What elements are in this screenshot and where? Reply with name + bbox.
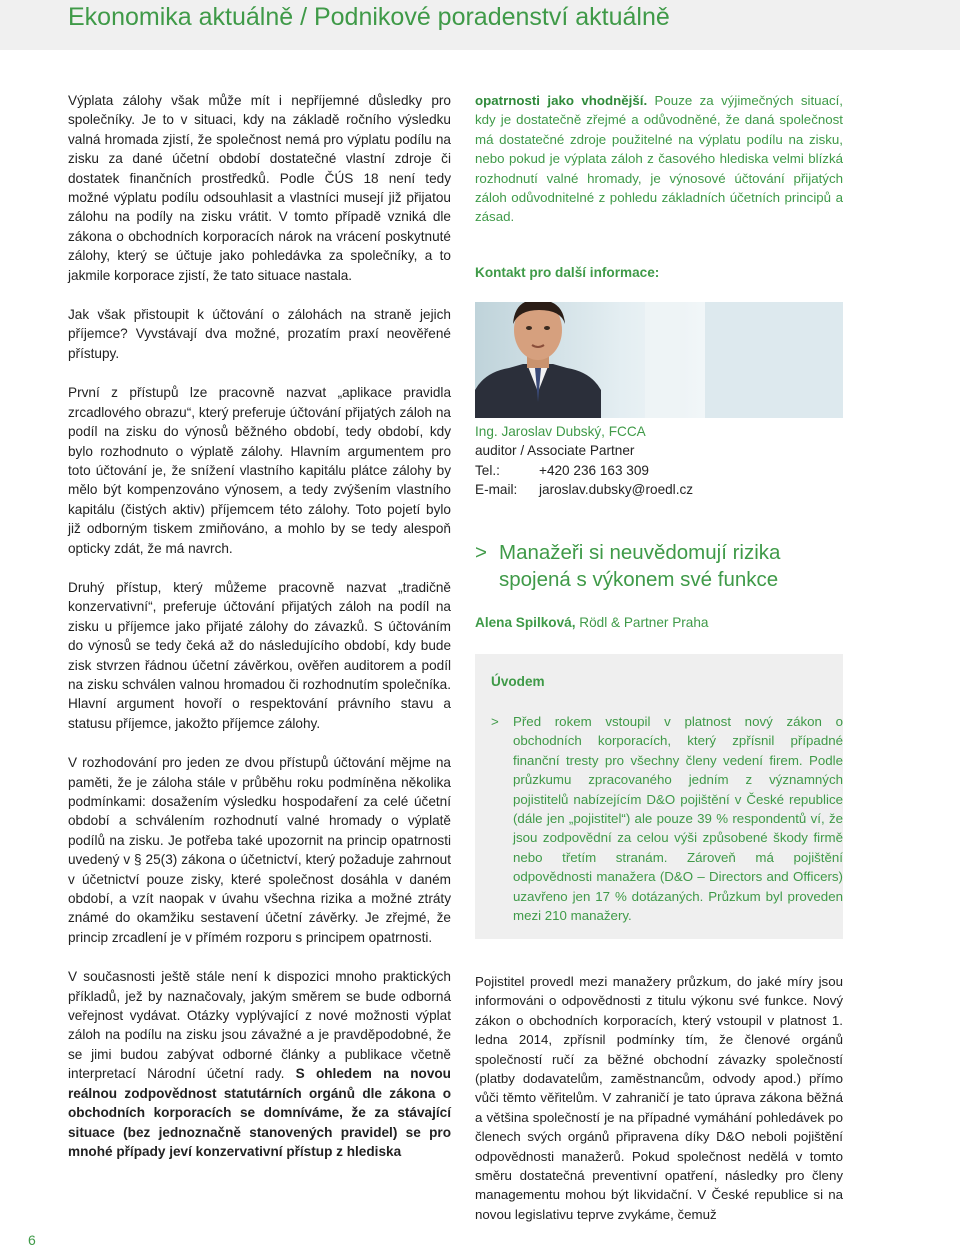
paragraph-6-plain: V současnosti ještě stále není k dispozici mnoho praktických příkladů, jež by naznačovaly, jakým směrem se bude odborná veřejnost vydávat. Otázky vyplývající z nové možnosti výplat záloh na podílu na zisku jsou závažné a je pravděpodobné, že se jimi budou zabývat odborné články a publikace včetně interpretací Národní účetní rady. xyxy=(68,969,451,1082)
contact-name: Ing. Jaroslav Dubský, FCCA xyxy=(475,424,646,439)
paragraph-4: Druhý přístup, který můžeme pracovně nazvat „tradičně konzervativní“, preferuje účtování přijatých záloh na podíl na zisku u příjemce jako přijaté zálohy do závazků. S účtováním do výnosů se tedy čeká až do následujícího období, kdy bude zisk stvrzen řádnou účetní závěrkou, ověřen auditorem a podíl na zisku schválen valnou hromadou či rozhodnutím společníka. Hlavní argument hovoří o respektování právního stavu a statusu příjemce, jakožto příjemce zálohy. xyxy=(68,579,451,731)
article-author xyxy=(475,615,843,630)
paragraph-3: První z přístupů lze pracovně nazvat „aplikace pravidla zrcadlového obrazu“, který preferuje účtování přijatých záloh na podíl na zisku do výnosů běžného období, tedy období, kdy bylo rozhodnuto o výplatě zálohy. Hlavním argumentem pro toto účtování je, že snížení vlastního kapitálu plátce zálohy by mělo být kompenzováno výnosem, a tedy zvýšením vlastního kapitálu (čistých aktiv) příjemcem této zálohy. Toto pojetí bylo již odborným tiskem zmiňováno, a mohlo by se tedy alespoň opticky zdát, že má navrch. xyxy=(68,385,451,556)
chevron-right-icon: > xyxy=(491,714,499,729)
contact-email-row xyxy=(475,480,843,499)
paragraph-5: V rozhodování pro jeden ze dvou přístupů účtování mějme na paměti, že je záloha stále v průběhu roku podmíněna několika podmínkami: dosažením výsledku hospodaření za celé účetní období a schválením rozhodnutí valné hromady o výplatě podílů na zisku. Je potřeba také upozornit na princip opatrnosti uvedený v § 25(3) zákona o účetnictví, který požaduje zahrnout v účetnictví pouze zisky, které společnost dosáhla v daném období, a vzít naopak v úvahu všechna rizika a možné ztráty známé do okamžiku sestavení účetní závěrky. Je zřejmé, že princip zrcadlení je v přímém rozporu s principem opatrnosti. xyxy=(68,755,451,945)
intro-heading: Úvodem xyxy=(491,674,545,689)
phone-value: +420 236 163 309 xyxy=(539,462,649,478)
article-title xyxy=(475,539,843,593)
email-label: E-mail: xyxy=(475,482,518,498)
article-title-text: Manažeři si neuvědomují rizika spojená s výkonem své funkce xyxy=(499,541,781,591)
contact-photo xyxy=(475,302,843,418)
page-header-title: Ekonomika aktuálně / Podnikové poradenství aktuálně xyxy=(68,3,670,31)
portrait-illustration xyxy=(475,302,843,418)
intro-body: Před rokem vstoupil v platnost nový zákon o obchodních korporacích, který zpřísnil případné finanční tresty pro všechny členy vedení firem. Podle průzkumu zpracovaného jedním z významných pojistitelů nabízejícím D&O pojištění v České republice (dále jen „pojistitel“) ale pouze 39 % respondentů ví, že jsou zodpovědní za celou výši způsobené škody firmě nebo třetím stranám. Zároveň má pojištění odpovědnosti manažera (D&O – Directors and Officers) uzavřeno jen 17 % dotázaných. Průzkum byl proveden mezi 210 manažery. xyxy=(513,714,843,924)
right-intro-paragraph xyxy=(475,91,843,227)
right-intro-rest: Pouze za výjimečných situací, kdy je dostatečně zřejmé a odůvodněné, že daná společnost má dostatečné zdroje použitelné na výplatu podílu na zisku, nebo pokud je výplata záloh z časového hlediska velmi blízká rozhodnutí valné hromady, je výnosové účtování přijatých záloh odůvodnitelné z pohledu základních účetních principů a zásad. xyxy=(475,93,843,225)
intro-box xyxy=(475,654,843,939)
intro-text xyxy=(491,712,843,925)
contact-details xyxy=(475,422,843,500)
right-column-intro xyxy=(475,91,843,227)
phone-label: Tel.: xyxy=(475,462,500,478)
right-intro-bold: opatrnosti jako vhodnější. xyxy=(475,93,648,108)
left-column xyxy=(68,91,451,1181)
paragraph-2: Jak však přistoupit k účtování o zálohách na straně jejich příjemce? Vyvstávají dva možné, prozatím praxí neověřené přístupy. xyxy=(68,307,451,361)
page-number: 6 xyxy=(28,1232,36,1248)
paragraph-6 xyxy=(68,967,451,1161)
paragraph-6-bold: S ohledem na novou reálnou zodpovědnost statutárních orgánů dle zákona o obchodních korporacích se domníváme, že za stávající situace (bez jednoznačně stanovených pravidel) se pro mnohé případy jeví konzervativní přístup z hlediska xyxy=(68,1066,451,1159)
chevron-right-icon: > xyxy=(475,541,487,564)
contact-phone-row xyxy=(475,461,843,480)
contact-position: auditor / Associate Partner xyxy=(475,443,635,459)
paragraph-1: Výplata zálohy však může mít i nepříjemné důsledky pro společníky. Je to v situaci, kdy na základě ročního výsledku valná hromada zjistí, že společnost nemá pro výplatu podílu na zisku za dané účetní období dostatečné vlastní zdroje či dostatek finančních prostředků. Podle ČÚS 18 není tedy možné výplatu podílu odsouhlasit a vlastníci musejí již přijatou zálohu na podíly na zisku vrátit. V tomto případě vzniká dle zákona o obchodních korporacích nárok na vrácení poskytnuté zálohy, který se účtuje jako pohledávka za společníky, a to jakmile korporace zjistí, že tato situace nastala. xyxy=(68,93,451,283)
contact-heading: Kontakt pro další informace: xyxy=(475,265,660,280)
email-value: jaroslav.dubsky@roedl.cz xyxy=(539,482,694,498)
author-name: Alena Spilková, xyxy=(475,615,576,630)
right-bottom-paragraph: Pojistitel provedl mezi manažery průzkum, do jaké míry jsou informováni o odpovědnosti z titulu výkonu své funkce. Nový zákon o obchodních korporacích, který vstoupil v platnost 1. ledna 2014, zpřísnil podmínky tím, že členové orgánů společností ručí za běžné obchodní závazky společností (platby dodavatelům, zaměstnancům, odvody apod.) přímo vůči těmto věřitelům. V zahraničí je tato úprava zákona běžná a většina společností je na případné vymáhání pohledávek po členech svých orgánů připravena díky D&O neboli pojištění odpovědnosti manažerů. Pokud společnost nedělá v tomto směru dostatečná preventivní opatření, následky pro členy managementu mohou být likvidační. V České republice si na novou legislativu teprve zvykáme, čemuž xyxy=(475,974,843,1222)
author-firm: Rödl & Partner Praha xyxy=(575,615,709,630)
